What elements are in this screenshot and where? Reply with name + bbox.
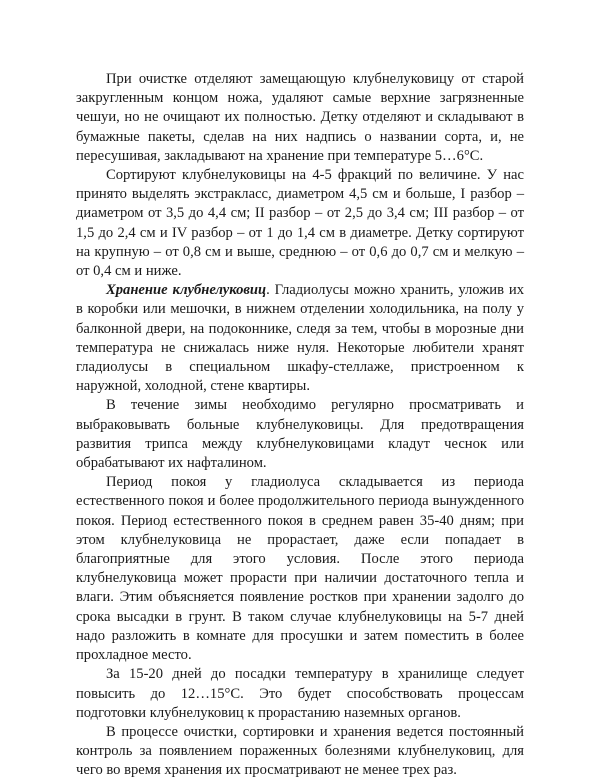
section-heading: Хранение клубнелуковиц xyxy=(106,282,267,299)
paragraph-text: При очистке отделяют замещающую клубнелуковицу от старой закругленным концом ножа, удаляют самые верхние загрязненные чешуи, но не очищают их полностью. Детку отделяют и складывают в бумажные пакеты, сделав на них надпись о названии сорта, и, не пересушивая, закладывают на хранение при температуре 5…6°С. xyxy=(76,71,524,164)
document-page xyxy=(76,70,524,781)
paragraph-text: В процессе очистки, сортировки и хранения ведется постоянный контроль за появлением пораженных болезнями клубнелуковиц, для чего во время хранения их просматривают не менее трех раз. xyxy=(76,723,524,779)
paragraph-storage xyxy=(76,281,524,396)
paragraph-text: Сортируют клубнелуковицы на 4-5 фракций по величине. У нас принято выделять экстракласс, диаметром 4,5 см и больше, I разбор – диаметром от 3,5 до 4,4 см; II разбор – от 2,5 до 3,4 см; III разбор – от 1,5 до 2,4 см и IV разбор – от 1 до 1,4 см в диаметре. Детку сортируют на крупную – от 0,8 см и выше, среднюю – от 0,6 до 0,7 см и мелкую – от 0,4 см и ниже. xyxy=(76,167,524,280)
paragraph-winter xyxy=(76,396,524,473)
paragraph-text: В течение зимы необходимо регулярно просматривать и выбраковывать больные клубнелуковицы. Для предотвращения развития трипса между клубнелуковицами кладут чеснок или обрабатывают их нафталином. xyxy=(76,397,524,472)
paragraph-cleaning xyxy=(76,70,524,166)
paragraph-dormancy xyxy=(76,473,524,665)
paragraph-text: За 15-20 дней до посадки температуру в хранилище следует повысить до 12…15°С. Это будет способствовать процессам подготовки клубнелуковиц к прорастанию наземных органов. xyxy=(76,666,524,721)
paragraph-pre-planting xyxy=(76,665,524,723)
paragraph-text: . Гладиолусы можно хранить, уложив их в коробки или мешочки, в нижнем отделении холодильника, на полу у балконной двери, на подоконнике, следя за тем, чтобы в морозные дни температура не снижалась ниже нуля. Некоторые любители хранят гладиолусы в специальном шкафу-стеллаже, пристроенном к наружной, холодной, стене квартиры. xyxy=(76,282,524,395)
paragraph-sorting xyxy=(76,166,524,281)
paragraph-text: Период покоя у гладиолуса складывается из периода естественного покоя и более продолжительного периода вынужденного покоя. Период естественного покоя в среднем равен 35-40 дням; при этом клубнелуковица не прорастает, даже если попадает в благоприятные для этого условия. После этого периода клубнелуковица может прорасти при наличии достаточного тепла и влаги. Этим объясняется появление ростков при хранении задолго до срока высадки в грунт. В таком случае клубнелуковицы на 5-7 дней надо разложить в комнате для просушки и затем поместить в более прохладное место. xyxy=(76,474,524,664)
paragraph-control xyxy=(76,723,524,781)
